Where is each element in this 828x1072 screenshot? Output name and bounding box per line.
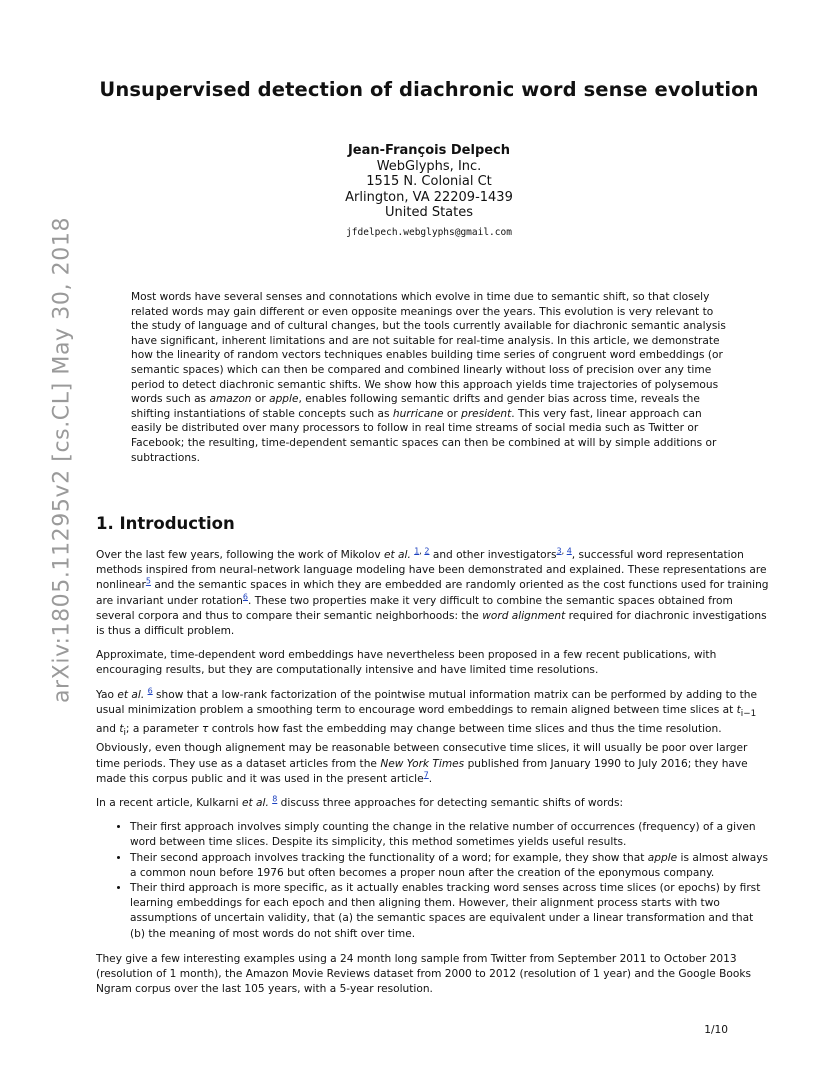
list-item bbox=[130, 851, 770, 881]
abstract-emphasis: apple bbox=[269, 393, 299, 406]
list-item-text: is almost always a common noun before 1976 but often becomes a proper noun after the creation of the eponymous company. bbox=[130, 851, 768, 879]
author-city: Arlington, VA 22209-1439 bbox=[345, 189, 513, 205]
introduction-body bbox=[96, 548, 770, 1007]
abstract-text: or bbox=[251, 393, 270, 406]
citation-link[interactable]: 2 bbox=[424, 546, 430, 556]
math-subscript: i−1 bbox=[740, 708, 757, 719]
paragraph-text: required for diachronic investigations is thus a difficult problem. bbox=[96, 609, 767, 638]
paragraph-text: Over the last few years, following the work of Mikolov bbox=[96, 549, 384, 561]
author-affiliation: WebGlyphs, Inc. bbox=[376, 158, 482, 174]
citation-group bbox=[414, 546, 429, 555]
abstract-emphasis: president bbox=[461, 407, 512, 420]
author-email[interactable]: jfdelpech.webglyphs@gmail.com bbox=[346, 226, 512, 238]
citation-separator: , bbox=[419, 546, 425, 556]
author-block bbox=[0, 143, 828, 240]
paragraph-text: discuss three approaches for detecting semantic shifts of words: bbox=[277, 797, 624, 810]
paragraph: They give a few interesting examples using a 24 month long sample from Twitter from September 2011 to October 2013 (resolution of 1 month), the Amazon Movie Reviews dataset from 2000 to 2012 (resolution of 1 year) and the Google Books Ngram corpus over the last 105 years, with a 5-year resolution. bbox=[96, 952, 752, 996]
abstract-text: , enables following semantic drifts and gender bias across time, reveals the shifting instantiations of stable concepts such as bbox=[131, 393, 700, 420]
math-variable: t bbox=[736, 703, 741, 716]
paragraph-text: and other investigators bbox=[429, 549, 557, 561]
math-variable: τ bbox=[202, 723, 209, 736]
emphasis: apple bbox=[647, 851, 678, 864]
paragraph-text: In a recent article, Kulkarni bbox=[96, 797, 242, 810]
paragraph bbox=[96, 548, 770, 639]
approaches-list bbox=[96, 820, 770, 942]
citation-link[interactable]: 7 bbox=[423, 770, 429, 780]
abstract-text: Most words have several senses and connotations which evolve in time due to semantic shift, so that closely related words may gain different or even opposite meanings over the years. This evolution is very relevant to the study of language and of cultural changes, but the tools currently available for diachronic semantic analysis have significant, inherent limitations and are not suitable for real-time analysis. In this article, we demonstrate how the linearity of random vectors techniques enables building time series of congruent word embeddings (or semantic spaces) which can then be compared and combined linearly without loss of precision over any time period to detect diachronic semantic shifts. We show how this approach yields time trajectories of polysemous words such as bbox=[131, 291, 726, 406]
math-variable: t bbox=[119, 723, 124, 736]
citation-link[interactable]: 6 bbox=[242, 592, 248, 602]
paragraph-text: Yao bbox=[96, 688, 118, 701]
emphasis: New York Times bbox=[380, 757, 465, 770]
page-number: 1/10 bbox=[704, 1024, 728, 1036]
arxiv-identifier-stamp: arXiv:1805.11295v2 [cs.CL] May 30, 2018 bbox=[49, 216, 75, 704]
list-item: • Their first approach involves simply counting the change in the relative number of occurrences (frequency) of a given word between time slices. Despite its simplicity, this method sometimes yields useful results. bbox=[130, 820, 770, 850]
abstract-emphasis: amazon bbox=[209, 393, 252, 406]
citation-link[interactable]: 1 bbox=[414, 546, 420, 556]
list-item-text: Their second approach involves tracking the functionality of a word; for example, they show that bbox=[130, 851, 648, 864]
abstract-text: . This very fast, linear approach can easily be distributed over many processors to follow in real time streams of social media such as Twitter or Facebook; the resulting, time-dependent semantic spaces can then be combined at will by simple additions or subtractions. bbox=[131, 407, 717, 464]
et-al: et al. bbox=[117, 688, 145, 701]
citation-link[interactable]: 8 bbox=[272, 794, 278, 804]
paragraph-text: ; a parameter bbox=[125, 723, 203, 736]
paragraph: Approximate, time-dependent word embeddings have nevertheless been proposed in a few recent publications, with encouraging results, but they are computationally intensive and have limited time resolutions. bbox=[96, 649, 717, 677]
abstract-text: or bbox=[443, 407, 462, 420]
paragraph-text: and the semantic spaces in which they are embedded are randomly oriented as the cost functions used for training are invariant under rotation bbox=[96, 579, 769, 607]
citation-separator: , bbox=[561, 546, 567, 556]
citation-link[interactable]: 6 bbox=[147, 686, 153, 696]
citation-link[interactable]: 3 bbox=[556, 546, 562, 556]
paragraph-text: show that a low-rank factorization of the pointwise mutual information matrix can be performed by adding to the usual minimization problem a smoothing term to encourage word embeddings to remain aligned between time slices at bbox=[96, 688, 758, 716]
paragraph-text: , successful word representation methods inspired from neural-network language modeling have been demonstrated and explained. These representations are nonlinear bbox=[96, 549, 767, 592]
paragraph-text: . bbox=[428, 772, 433, 785]
abstract bbox=[131, 290, 729, 465]
math-subscript: i bbox=[123, 728, 126, 739]
et-al: et al. bbox=[383, 549, 411, 561]
author-country: United States bbox=[384, 205, 474, 220]
section-heading-introduction: 1. Introduction bbox=[96, 514, 235, 533]
et-al: et al. bbox=[241, 797, 269, 810]
citation-link[interactable]: 5 bbox=[145, 576, 151, 586]
paper-title: Unsupervised detection of diachronic word sense evolution bbox=[99, 78, 759, 101]
paragraph-text: and bbox=[96, 723, 120, 736]
paragraph-text: . These two properties make it very difficult to combine the semantic spaces obtained from several corpora and thus to compare their semantic neighborhoods: the bbox=[96, 594, 733, 622]
author-name: Jean-François Delpech bbox=[347, 143, 511, 158]
paragraph-text: published from January 1990 to July 2016; they have made this corpus public and it was used in the present article bbox=[96, 757, 748, 785]
paragraph bbox=[96, 796, 770, 811]
emphasis: word alignment bbox=[482, 609, 566, 622]
author-street: 1515 N. Colonial Ct bbox=[366, 174, 492, 189]
citation-group bbox=[557, 546, 572, 555]
list-item: • Their third approach is more specific, as it actually enables tracking word senses across time slices (or epochs) by first learning embeddings for each epoch and then aligning them. However, their alignment process starts with two assumptions of uncertain validity, that (a) the semantic spaces are equivalent under a linear transformation and that (b) the meaning of most words do not shift over time. bbox=[130, 881, 770, 942]
abstract-emphasis: hurricane bbox=[392, 407, 444, 420]
paragraph-text: controls how fast the embedding may change between time slices and thus the time resolution. Obviously, even though alignement may be reasonable between consecutive time slices, it will usually be poor over larger time periods. They use as a dataset articles from the bbox=[96, 723, 748, 770]
citation-link[interactable]: 4 bbox=[566, 546, 572, 556]
paragraph bbox=[96, 688, 770, 787]
